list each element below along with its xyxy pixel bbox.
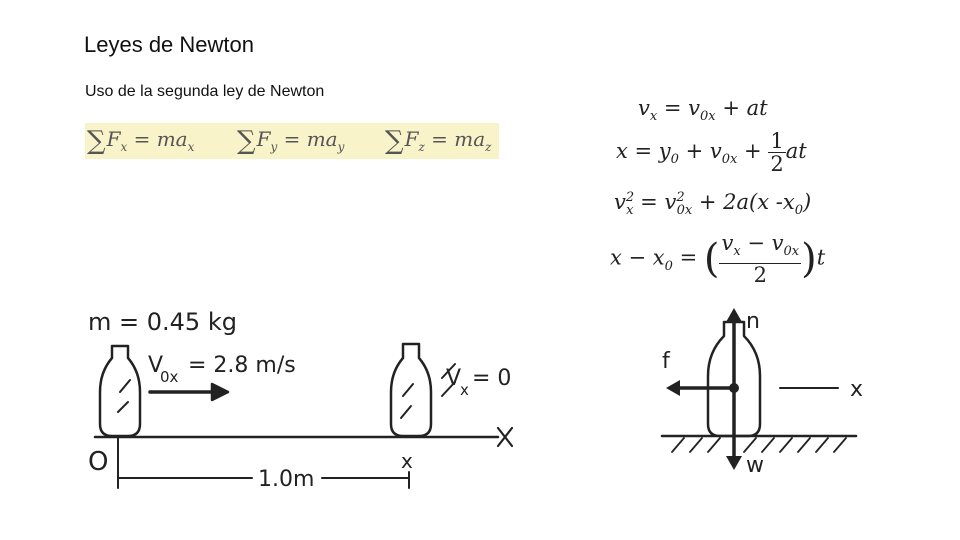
final-velocity-subscript: x bbox=[460, 381, 469, 399]
initial-velocity-symbol: V bbox=[148, 353, 164, 378]
kinematic-eq-velocity: $v_x = v_{0x}$ + at bbox=[638, 96, 768, 125]
velocity-average-fraction: $\frac{v_x - v_{0x}}{2}$ bbox=[721, 231, 800, 288]
axis-x-mark bbox=[498, 428, 512, 446]
weight-force-label: w bbox=[746, 453, 764, 478]
end-position-label: x bbox=[401, 449, 413, 473]
distance-label: 1.0m bbox=[258, 467, 315, 492]
slide-subtitle: Uso de la segunda ley de Newton bbox=[85, 83, 325, 100]
friction-force-label: f bbox=[662, 349, 670, 374]
origin-label: O bbox=[88, 447, 109, 477]
initial-velocity-value: = 2.8 m/s bbox=[188, 353, 296, 378]
fbd-center-point bbox=[729, 383, 739, 393]
kinematic-eq-velocity-squared: $v^2_x = v^2_{0x} + 2a(x$ $-x_0$) bbox=[614, 190, 812, 219]
fbd-hatching bbox=[672, 438, 846, 452]
normal-force-label: n bbox=[746, 309, 760, 334]
fbd-x-axis-label: x bbox=[850, 377, 864, 402]
kinematic-eq-displacement: $x - x_0$ = ( $\frac{v_x - v_{0x}}{2}$ )t bbox=[610, 231, 826, 288]
half-fraction: $\frac{1}{2}$ bbox=[770, 129, 784, 176]
final-velocity-symbol: V bbox=[446, 366, 462, 391]
sum-fz-equation: $\sum F_z = ma_z$ bbox=[385, 126, 492, 156]
bottle-end bbox=[391, 344, 431, 436]
final-velocity-value: = 0 bbox=[472, 366, 512, 391]
sum-fy-equation: $\sum F_y = ma_y$ bbox=[237, 126, 345, 156]
mass-label: m = 0.45 kg bbox=[88, 308, 237, 336]
initial-velocity-subscript: 0x bbox=[160, 368, 179, 386]
kinematic-eq-position: $x = y_0 + v_{0x}$ + $\frac{1}{2}$ at bbox=[616, 129, 807, 176]
sum-fx-equation: $\sum F_x = ma_x$ bbox=[87, 126, 195, 156]
slide-title: Leyes de Newton bbox=[84, 32, 254, 57]
